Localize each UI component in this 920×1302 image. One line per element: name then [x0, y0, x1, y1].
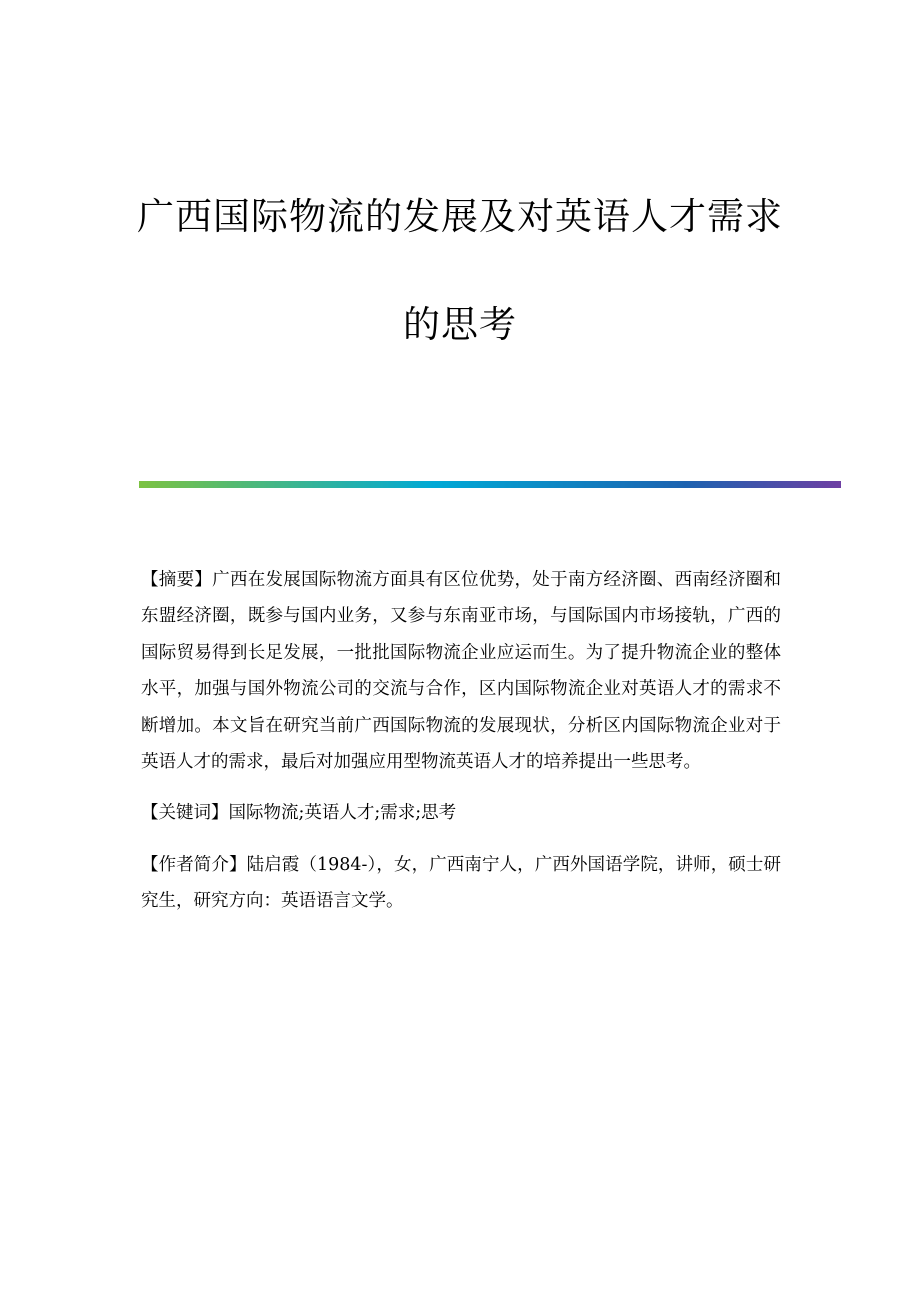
- abstract-paragraph: [141, 562, 781, 780]
- document-title: [120, 188, 800, 354]
- abstract-text: 广西在发展国际物流方面具有区位优势，处于南方经济圈、西南经济圈和东盟经济圈，既参与国内业务，又参与东南亚市场，与国际国内市场接轨，广西的国际贸易得到长足发展，一批批国际物流企业应运而生。为了提升物流企业的整体水平，加强与国外物流公司的交流与合作，区内国际物流企业对英语人才的需求不断增加。本文旨在研究当前广西国际物流的发展现状，分析区内国际物流企业对于英语人才的需求，最后对加强应用型物流英语人才的培养提出一些思考。: [141, 570, 782, 773]
- keywords-label: 【关键词】: [141, 803, 229, 824]
- keywords-text: 国际物流;英语人才;需求;思考: [228, 803, 457, 824]
- title-line-2: 的思考: [403, 303, 517, 346]
- title-line-1: 广西国际物流的发展及对英语人才需求: [137, 195, 783, 238]
- divider-bar: [139, 481, 841, 488]
- author-paragraph: [141, 847, 781, 920]
- abstract-label: 【摘要】: [141, 570, 213, 590]
- document-body: [141, 562, 781, 935]
- author-text: 陆启霞（1984-），女，广西南宁人，广西外国语学院，讲师，硕士研究生，研究方向：英语语言文学。: [141, 854, 782, 912]
- title-divider: [139, 481, 841, 488]
- author-label: 【作者简介】: [141, 854, 247, 875]
- keywords-paragraph: [141, 795, 781, 831]
